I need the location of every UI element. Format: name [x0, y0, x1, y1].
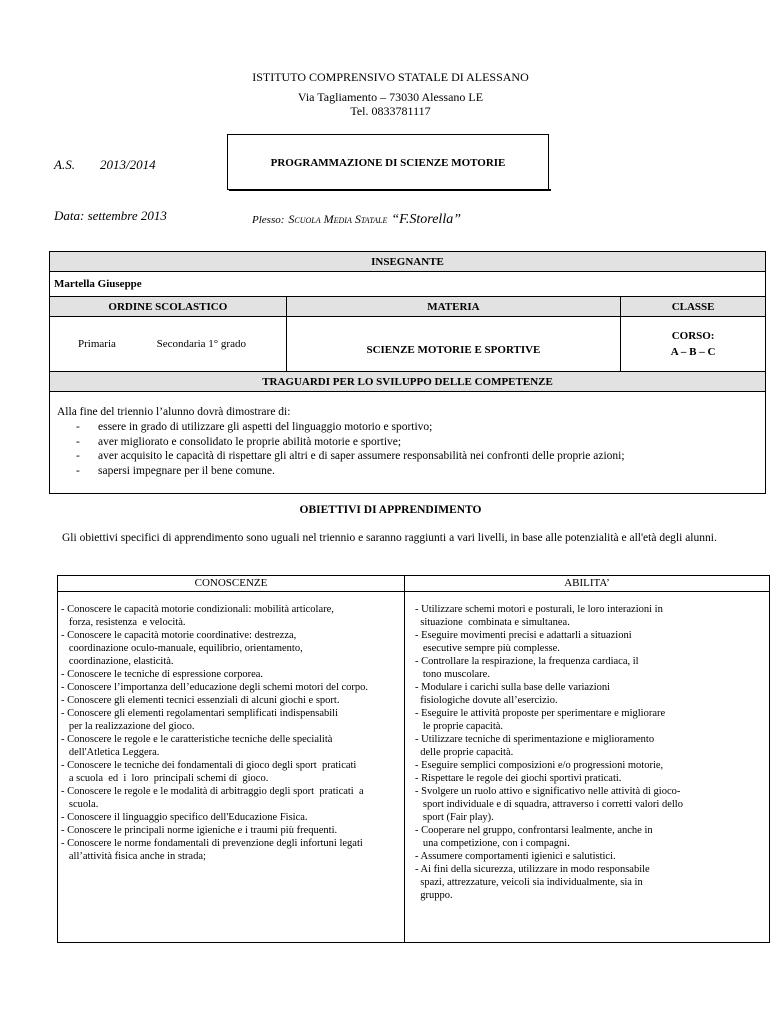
- list-item: - Ai fini della sicurezza, utilizzare in modo responsabile: [415, 864, 650, 875]
- anno-label: A.S.: [54, 157, 75, 172]
- list-item: - Utilizzare tecniche di sperimentazione e miglioramento: [415, 734, 655, 745]
- list-item: - Conoscere le norme fondamentali di prevenzione degli infortuni legati: [61, 838, 363, 849]
- list-item: per la realizzazione del gioco.: [61, 721, 195, 732]
- date-text: Data: settembre 2013: [54, 208, 167, 223]
- header-rule: [58, 591, 769, 592]
- list-item: spazi, attrezzature, veicoli sia individualmente, sia in: [415, 877, 643, 888]
- obiettivi-title: OBIETTIVI DI APPRENDIMENTO: [299, 504, 482, 516]
- list-item: - aver acquisito le capacità di rispettare gli altri e di saper assumere responsabilità nei confronti delle proprie azioni;: [76, 450, 625, 462]
- list-item: - Utilizzare schemi motori e posturali, le loro interazioni in: [415, 604, 663, 615]
- list-item: esecutive sempre più complesse.: [415, 643, 560, 654]
- plesso-label: Plesso:: [252, 214, 285, 226]
- insegnante-name: Martella Giuseppe: [50, 272, 766, 297]
- list-item: sport individuale e di squadra, attraverso i corretti valori dello: [415, 799, 683, 810]
- list-item: - Rispettare le regole dei giochi sportivi praticati.: [415, 773, 622, 784]
- primaria: Primaria: [78, 338, 116, 350]
- list-item: tono muscolare.: [415, 669, 490, 680]
- insegnante-header: INSEGNANTE: [50, 252, 766, 272]
- classe-cell: [621, 317, 766, 372]
- list-item: - Conoscere le regole e le modalità di arbitraggio degli sport praticati a: [61, 786, 364, 797]
- abilita-list: [415, 603, 683, 902]
- list-item: - Conoscere le tecniche dei fondamentali di gioco degli sport praticati: [61, 760, 357, 771]
- list-item: - Conoscere le principali norme igieniche e i traumi più frequenti.: [61, 825, 338, 836]
- corso-value: A – B – C: [670, 346, 716, 358]
- conoscenze-abilita-box: [57, 575, 770, 943]
- col-ordine: ORDINE SCOLASTICO: [50, 297, 287, 317]
- list-item: - Cooperare nel gruppo, confrontarsi lealmente, anche in: [415, 825, 653, 836]
- title-box: [227, 134, 549, 190]
- list-item: all’attività fisica anche in strada;: [61, 851, 206, 862]
- list-item: fisiologiche dovute all’esercizio.: [415, 695, 558, 706]
- list-item: - Conoscere le regole e le caratteristiche tecniche delle specialità: [61, 734, 333, 745]
- abilita-header: ABILITA’: [564, 577, 610, 589]
- list-item: - Conoscere le capacità motorie condizionali: mobilità articolare,: [61, 604, 334, 615]
- info-table: [49, 251, 766, 392]
- materia-value: SCIENZE MOTORIE E SPORTIVE: [286, 317, 620, 372]
- col-materia: MATERIA: [286, 297, 620, 317]
- list-item: forza, resistenza e velocità.: [61, 617, 186, 628]
- list-item: - aver migliorato e consolidato le proprie abilità motorie e sportive;: [76, 435, 402, 448]
- list-item: dell'Atletica Leggera.: [61, 747, 160, 758]
- list-item: - essere in grado di utilizzare gli aspetti del linguaggio motorio e sportivo;: [76, 421, 433, 433]
- list-item: - Eseguire semplici composizioni e/o progressioni motorie,: [415, 760, 664, 771]
- list-item: - Eseguire movimenti precisi e adattarli a situazioni: [415, 630, 632, 641]
- list-item: - Controllare la respirazione, la frequenza cardiaca, il: [415, 656, 639, 667]
- list-item: scuola.: [61, 799, 99, 810]
- plesso-value: Scuola Media Statale: [288, 212, 388, 226]
- column-divider: [404, 576, 405, 942]
- competenze-intro: Alla fine del triennio l’alunno dovrà dimostrare di:: [57, 406, 291, 418]
- list-item: - Eseguire le attività proposte per sperimentare e migliorare: [415, 708, 666, 719]
- list-item: - Conoscere gli elementi tecnici essenziali di alcuni giochi e sport.: [61, 695, 340, 706]
- list-item: sport (Fair play).: [415, 812, 494, 823]
- list-item: - Modulare i carichi sulla base delle variazioni: [415, 682, 611, 693]
- list-item: coordinazione, elasticità.: [61, 656, 174, 667]
- list-item: gruppo.: [415, 890, 453, 901]
- title-box-shadow: [229, 189, 551, 191]
- anno-value: 2013/2014: [100, 157, 156, 172]
- list-item: - Conoscere l’importanza dell’educazione degli schemi motori del corpo.: [61, 682, 369, 693]
- list-item: - Conoscere il linguaggio specifico dell'Educazione Fisica.: [61, 812, 308, 823]
- secondaria: Secondaria 1° grado: [156, 338, 246, 350]
- competenze-list: [76, 420, 625, 478]
- list-item: coordinazione oculo-manuale, equilibrio, orientamento,: [61, 643, 303, 654]
- competenze-box: [49, 392, 766, 494]
- corso-label: CORSO:: [671, 330, 715, 342]
- list-item: le proprie capacità.: [415, 721, 504, 732]
- conoscenze-header: CONOSCENZE: [194, 577, 268, 589]
- list-item: - Conoscere gli elementi regolamentari semplificati indispensabili: [61, 708, 338, 719]
- list-item: una competizione, con i compagni.: [415, 838, 570, 849]
- list-item: a scuola ed i loro principali schemi di gioco.: [61, 773, 269, 784]
- school-name: ISTITUTO COMPRENSIVO STATALE DI ALESSANO: [252, 70, 529, 84]
- plesso-name: “F.Storella”: [391, 212, 461, 227]
- list-item: delle proprie capacità.: [415, 747, 514, 758]
- list-item: situazione combinata e simultanea.: [415, 617, 570, 628]
- list-item: - Conoscere le capacità motorie coordinative: destrezza,: [61, 630, 297, 641]
- ordine-cell: [50, 317, 287, 372]
- traguardi-header: TRAGUARDI PER LO SVILUPPO DELLE COMPETENZE: [50, 372, 766, 392]
- list-item: - sapersi impegnare per il bene comune.: [76, 464, 275, 477]
- school-address: Via Tagliamento – 73030 Alessano LE: [297, 90, 484, 104]
- col-classe: CLASSE: [621, 297, 766, 317]
- page-title: PROGRAMMAZIONE DI SCIENZE MOTORIE: [270, 157, 506, 169]
- school-phone: Tel. 0833781117: [350, 104, 431, 118]
- list-item: - Assumere comportamenti igienici e salutistici.: [415, 851, 616, 862]
- list-item: - Svolgere un ruolo attivo e significativo nelle attività di gioco-: [415, 786, 681, 797]
- list-item: - Conoscere le tecniche di espressione corporea.: [61, 669, 264, 680]
- plesso: [252, 210, 461, 228]
- obiettivi-text: Gli obiettivi specifici di apprendimento sono uguali nel triennio e saranno raggiunti a vari livelli, in base alle potenzialità e all'età degli alunni.: [62, 532, 717, 544]
- conoscenze-list: [61, 603, 368, 863]
